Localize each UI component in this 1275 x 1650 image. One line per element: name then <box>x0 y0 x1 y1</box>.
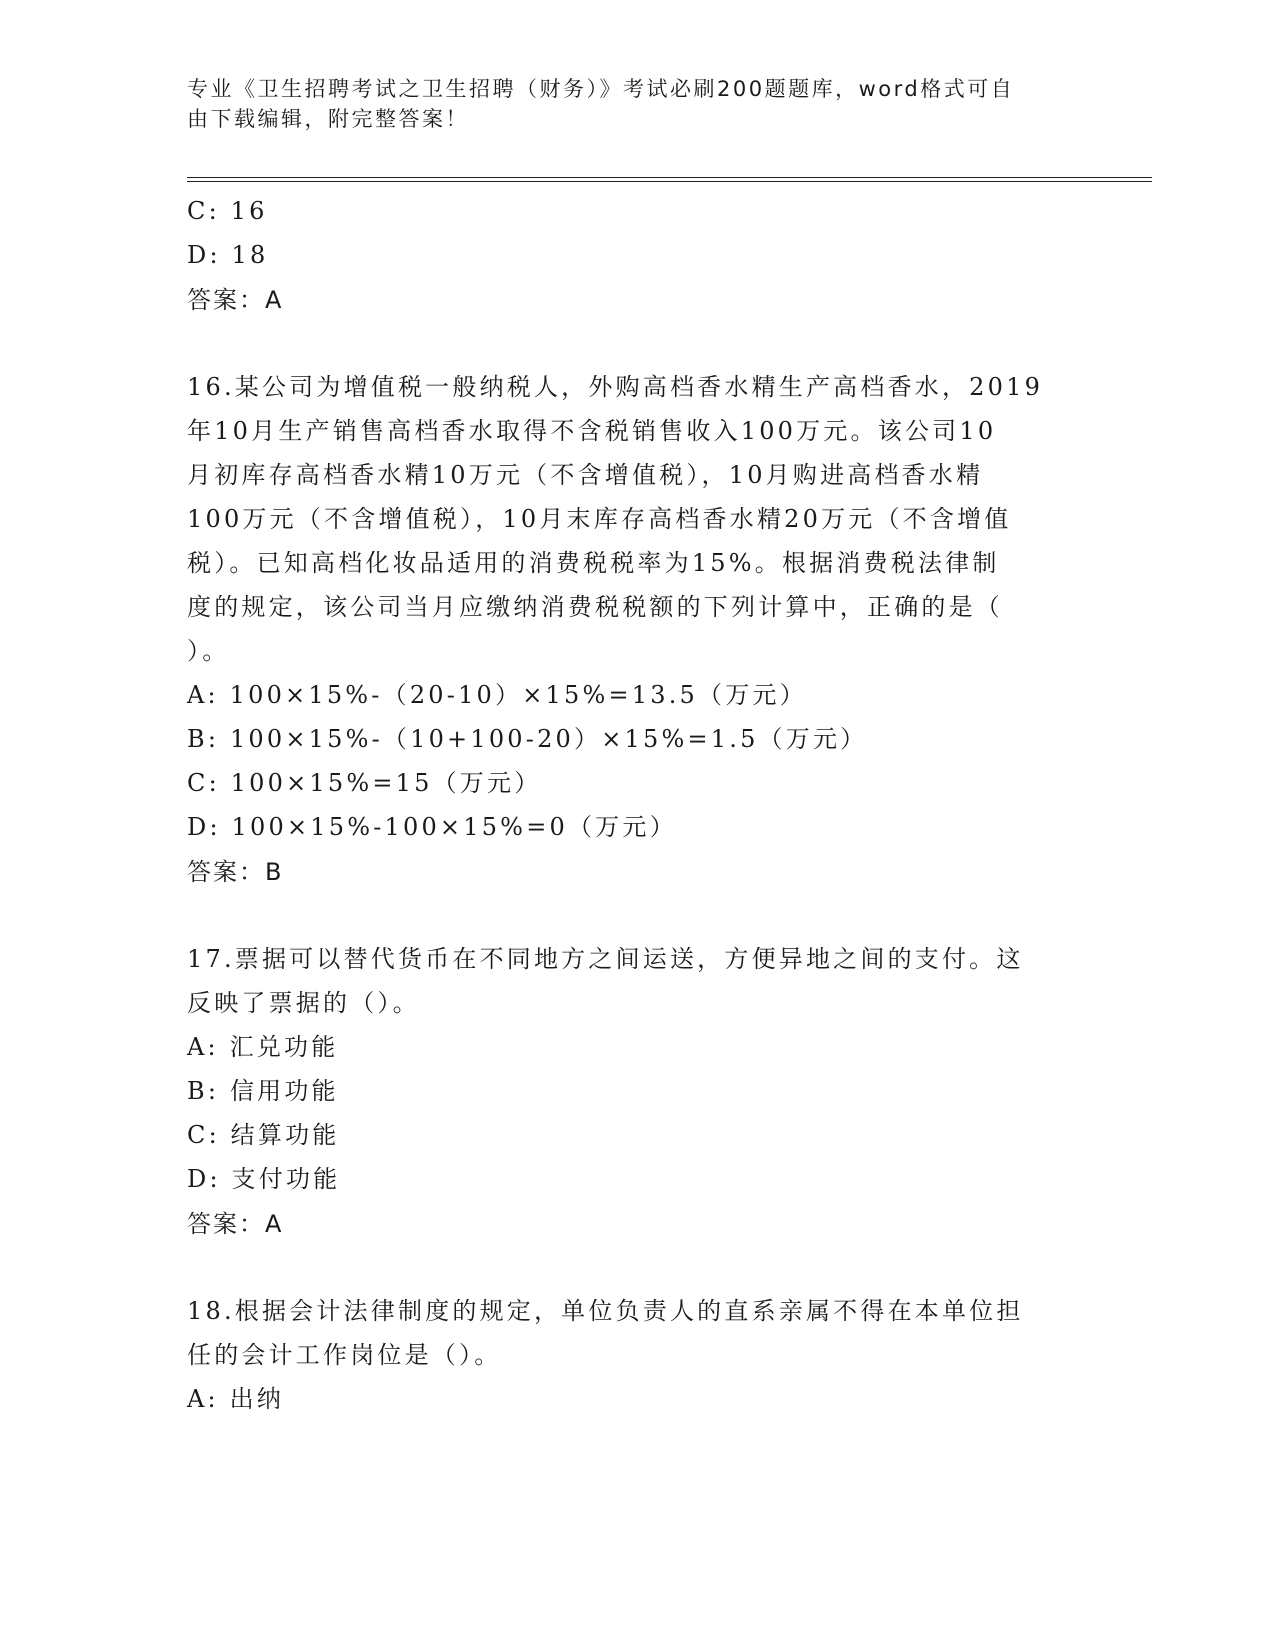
q16-stem-line: 16.某公司为增值税一般纳税人，外购高档香水精生产高档香水，2019 <box>187 373 1044 401</box>
q15-option-c: C: 16 <box>187 197 268 225</box>
q18-stem-line: 18.根据会计法律制度的规定，单位负责人的直系亲属不得在本单位担 <box>187 1297 1024 1325</box>
q18-option-a: A: 出纳 <box>187 1385 285 1413</box>
q17-option-a: A: 汇兑功能 <box>187 1033 339 1061</box>
q16-option-d: D: 100×15%-100×15%=0（万元） <box>187 813 677 841</box>
q16-option-b: B: 100×15%-（10+100-20）×15%=1.5（万元） <box>187 725 868 753</box>
header-line-2: 由下载编辑，附完整答案！ <box>187 107 469 131</box>
q16-stem-line: 年10月生产销售高档香水取得不含税销售收入100万元。该公司10 <box>187 417 997 445</box>
q15-answer: 答案：A <box>187 286 284 314</box>
q17-option-b: B: 信用功能 <box>187 1077 339 1105</box>
q17-stem-line: 反映了票据的（）。 <box>187 989 420 1017</box>
q16-stem-line: 月初库存高档香水精10万元（不含增值税），10月购进高档香水精 <box>187 461 984 489</box>
q18-stem-line: 任的会计工作岗位是（）。 <box>187 1341 502 1369</box>
q17-option-d: D: 支付功能 <box>187 1165 341 1193</box>
q17-answer: 答案：A <box>187 1210 284 1238</box>
q15-option-d: D: 18 <box>187 241 269 269</box>
q16-option-c: C: 100×15%=15（万元） <box>187 769 542 797</box>
q17-stem-line: 17.票据可以替代货币在不同地方之间运送，方便异地之间的支付。这 <box>187 945 1024 973</box>
q16-stem-line: 税）。已知高档化妆品适用的消费税税率为15%。根据消费税法律制 <box>187 549 1000 577</box>
q17-option-c: C: 结算功能 <box>187 1121 340 1149</box>
q16-stem-line: 100万元（不含增值税），10月末库存高档香水精20万元（不含增值 <box>187 505 1012 533</box>
header-line-1: 专业《卫生招聘考试之卫生招聘（财务）》考试必刷200题题库，word格式可自 <box>187 77 1015 101</box>
header-divider-bottom <box>187 181 1152 182</box>
q16-stem-line: 度的规定，该公司当月应缴纳消费税税额的下列计算中，正确的是（ <box>187 593 1003 621</box>
header-divider-top <box>187 177 1152 178</box>
q16-stem-line: ）。 <box>187 637 230 665</box>
document-header <box>187 74 1087 134</box>
q16-answer: 答案：B <box>187 858 284 886</box>
q16-option-a: A: 100×15%-（20-10）×15%=13.5（万元） <box>187 681 807 709</box>
